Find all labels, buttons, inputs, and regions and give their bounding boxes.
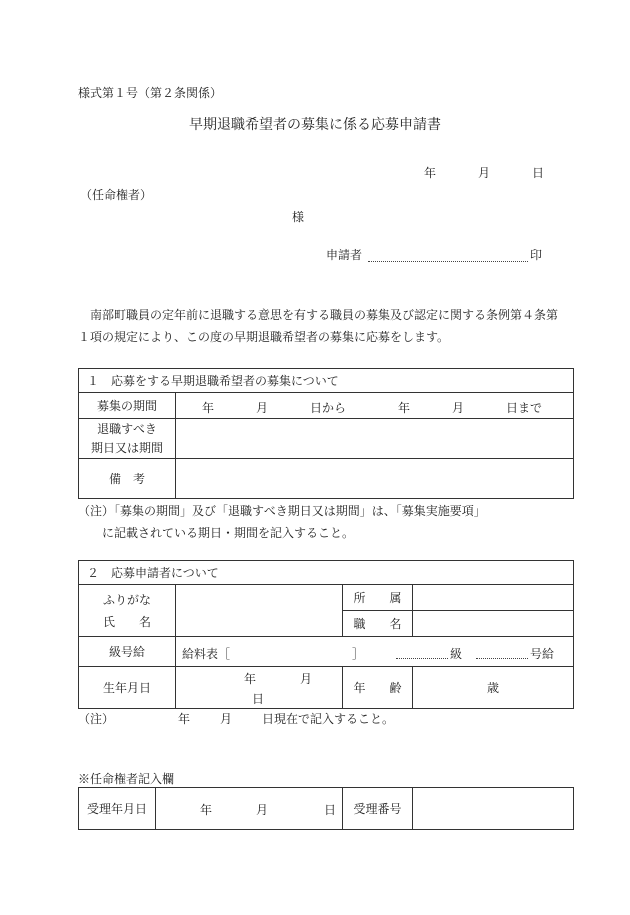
form-number: 様式第１号（第２条関係） [78, 86, 223, 100]
section1-table [78, 368, 574, 499]
appointer-label: （任命権者） [80, 188, 153, 202]
section2-heading: ２ 応募申請者について [79, 561, 574, 585]
seal-mark: 印 [530, 248, 543, 262]
section1-heading: １ 応募をする早期退職希望者の募集について [79, 369, 574, 393]
position-field[interactable] [413, 611, 574, 637]
date-year-label: 年 [424, 166, 437, 180]
section2-note-prefix: （注） [78, 712, 115, 726]
document-title: 早期退職希望者の募集に係る応募申請書 [189, 117, 441, 133]
applicant-label: 申請者 [326, 248, 363, 262]
section2-table [78, 560, 574, 709]
applicant-signature-line[interactable] [368, 260, 528, 262]
age-label: 年 齢 [343, 667, 413, 709]
full-name-label: 氏 名 [102, 614, 151, 629]
section2-note [78, 710, 395, 727]
intro-paragraph [78, 304, 558, 348]
birth-label: 生年月日 [79, 667, 176, 709]
retire-date-label [79, 419, 176, 459]
received-date-field[interactable] [156, 788, 343, 830]
received-year: 年 [200, 803, 213, 817]
period-year2: 年 [398, 401, 411, 415]
remarks-label: 備 考 [79, 459, 176, 499]
birth-month: 月 [300, 672, 313, 686]
grade-label: 級号給 [79, 637, 176, 667]
period-month2: 月 [452, 401, 465, 415]
retire-date-field[interactable] [176, 419, 574, 459]
salary-table-label: 給料表［ [182, 647, 231, 661]
intro-text: 南部町職員の定年前に退職する意思を有する職員の募集及び認定に関する条例第４条第１項の規定により、この度の早期退職希望者の募集に応募をします。 [78, 308, 559, 344]
received-month: 月 [256, 803, 269, 817]
grade-unit: 級 [450, 647, 463, 661]
affiliation-field[interactable] [413, 585, 574, 611]
period-year1: 年 [202, 401, 215, 415]
age-field[interactable] [413, 667, 574, 709]
retire-label-line2: 期日又は期間 [90, 440, 163, 455]
honorific-label: 様 [292, 210, 305, 224]
period-month1: 月 [256, 401, 269, 415]
period-field[interactable] [176, 393, 574, 419]
salary-table-close: ］ [352, 647, 365, 661]
step-input[interactable] [476, 645, 528, 659]
period-day2: 日まで [506, 401, 543, 415]
remarks-field[interactable] [176, 459, 574, 499]
name-label [79, 585, 176, 637]
name-field[interactable] [176, 585, 343, 637]
period-label: 募集の期間 [79, 393, 176, 419]
age-unit: 歳 [487, 681, 500, 695]
section2-note-month: 月 [220, 712, 233, 726]
period-day1: 日から [310, 401, 347, 415]
date-month-label: 月 [478, 166, 491, 180]
birth-field[interactable] [176, 667, 343, 709]
step-unit: 号給 [530, 647, 555, 661]
receipt-number-field[interactable] [413, 788, 574, 830]
birth-year: 年 [244, 672, 257, 686]
furigana-label: ふりがな [102, 592, 151, 607]
received-date-label: 受理年月日 [79, 788, 156, 830]
office-use-table [78, 787, 574, 830]
retire-label-line1: 退職すべき [97, 421, 157, 436]
section1-note-line1: （注）「募集の期間」及び「退職すべき期日又は期間」は、「募集実施要項」 [78, 504, 486, 518]
received-day: 日 [324, 803, 337, 817]
date-day-label: 日 [532, 166, 545, 180]
section1-note-line2: に記載されている期日・期間を記入すること。 [102, 526, 355, 540]
section1-note [78, 500, 486, 544]
grade-field[interactable] [176, 637, 574, 667]
birth-day: 日 [252, 692, 265, 706]
section2-note-year: 年 [178, 712, 191, 726]
receipt-number-label: 受理番号 [343, 788, 413, 830]
position-label: 職 名 [343, 611, 413, 637]
affiliation-label: 所 属 [343, 585, 413, 611]
section2-note-suffix: 日現在で記入すること。 [262, 712, 395, 726]
office-use-heading: ※任命権者記入欄 [78, 772, 175, 786]
grade-input[interactable] [396, 645, 448, 659]
